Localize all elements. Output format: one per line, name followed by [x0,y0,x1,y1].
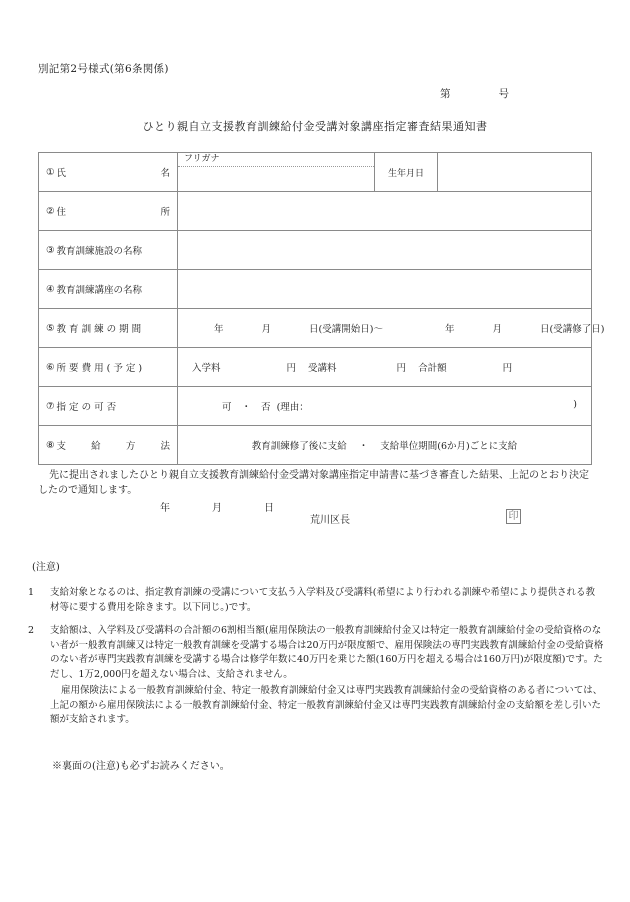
label-required-cost [39,348,178,387]
table-row-course-name [39,270,592,309]
payment-separator: ・ [358,441,369,452]
cost-line [186,360,583,374]
field-address[interactable] [178,192,592,231]
label-birthdate: 生年月日 [375,153,438,192]
label-payment-char-a: 支 [56,441,67,452]
decision-separator: ・ [241,402,252,413]
period-start-month: 月 [261,324,272,335]
row-marker-4: ④ [46,283,55,295]
label-address-char-a: 住 [56,207,67,218]
page-title: ひとり親自立支援教育訓練給付金受講対象講座指定審査結果通知書 [142,120,488,133]
payment-option-per-unit-period[interactable]: 支給単位期間(6か月)ごとに支給 [380,441,518,452]
field-name[interactable] [178,153,375,192]
document-number-prefix: 第 [440,88,451,100]
backside-notice: ※裏面の(注意)も必ずお読みください。 [52,761,230,772]
period-end-year: 年 [444,324,455,335]
field-birthdate[interactable] [438,153,592,192]
entrance-fee-label: 入学料 [192,363,221,374]
label-facility-name [39,231,178,270]
notes-heading: (注意) [32,562,60,573]
issue-date-year: 年 [160,503,170,514]
period-start-day: 日(受講開始日)～ [309,324,383,335]
furigana-area [178,153,374,167]
field-facility-name[interactable] [178,231,592,270]
document-number-line [440,86,509,101]
label-payment-char-b: 給 [91,441,101,452]
payment-option-after-completion[interactable]: 教育訓練修了後に支給 [251,441,347,452]
entrance-fee-yen: 円 [286,363,297,374]
label-payment-method [39,426,178,465]
table-row-payment-method [39,426,592,465]
note-item-2 [28,624,604,728]
label-name [39,153,178,192]
applicant-information-table [38,152,605,465]
signer-title: 荒川区長 [310,515,350,526]
seal-icon: 印 [506,509,521,524]
furigana-label: フリガナ [184,154,220,164]
row-marker-2: ② [46,205,55,217]
table-row-designation-decision [39,387,592,426]
total-amount-yen: 円 [502,363,513,374]
label-course-name [39,270,178,309]
table-row-facility-name [39,231,592,270]
document-number-suffix: 号 [498,88,509,100]
period-end-month: 月 [492,324,502,335]
field-designation-decision[interactable] [178,387,592,426]
row-marker-1: ① [46,166,55,178]
table-row-training-period [39,309,592,348]
label-required-cost-text: 所 要 費 用 ( 予 定 ) [56,363,143,374]
total-amount-label: 合計額 [418,363,447,374]
label-designation-decision-text: 指 定 の 可 否 [56,402,117,413]
label-name-char-b: 名 [160,168,170,179]
label-payment-char-d: 法 [160,441,170,452]
label-course-name-text: 教育訓練講座の名称 [56,285,143,296]
issue-date-day: 日 [264,503,274,514]
label-address-char-b: 所 [160,207,170,218]
row-marker-5: ⑤ [46,322,55,334]
form-number: 別記第2号様式(第6条関係) [38,63,169,75]
issue-date-line [160,499,274,514]
note-item-1 [28,586,604,615]
label-address [39,192,178,231]
decision-reason-label: (理由： [276,402,309,413]
field-course-name[interactable] [178,270,592,309]
decision-approve-option[interactable]: 可 [222,402,232,413]
label-payment-char-c: 方 [125,441,136,452]
note-1-number: 1 [28,587,35,598]
note-2-subtext: 雇用保険法による一般教育訓練給付金、特定一般教育訓練給付金又は専門実践教育訓練給付金の受給資格のある者については、上記の額から雇用保険法による一般教育訓練給付金、特定一般教育訓練給付金又は専門実践教育訓練給付金の支給額を差し引いた額が支給されます。 [50,685,603,725]
label-name-char-a: 氏 [56,168,67,179]
label-designation-decision [39,387,178,426]
payment-method-line [186,438,583,452]
row-marker-3: ③ [46,244,55,256]
note-2-text: 支給額は、入学料及び受講料の合計額の6割相当額(雇用保険法の一般教育訓練給付金又は特定一般教育訓練給付金の受給資格のない者が一般教育訓練又は特定一般教育訓練を受講する場合は20万円が限度額で、雇用保険法の専門実践教育訓練給付金の受給資格のない者が専門実践教育訓練を受講する場合は修学年数に40万円を乗じた額(160万円を超える場合は160万円)が限度額)です。ただし、1万2,000円を超えない場合は、支給されません。 [50,625,604,680]
note-2-number: 2 [28,625,35,636]
issue-date-month: 月 [212,503,222,514]
field-training-period[interactable] [178,309,605,348]
note-1-text: 支給対象となるのは、指定教育訓練の受講について支払う入学料及び受講料(希望により行われる訓練や希望により提供される教材等に要する費用を除きます。以下同じ。)です。 [50,587,596,613]
decision-reject-option[interactable]: 否 [261,402,271,413]
training-period-line [186,321,605,335]
field-required-cost[interactable] [178,348,592,387]
label-facility-name-text: 教育訓練施設の名称 [56,246,143,257]
field-payment-method[interactable] [178,426,592,465]
row-marker-7: ⑦ [46,400,55,412]
row-marker-6: ⑥ [46,361,55,373]
notification-paragraph: 先に提出されましたひとり親自立支援教育訓練給付金受講対象講座指定申請書に基づき審査した結果、上記のとおり決定したので通知します。 [38,470,589,496]
row-marker-8: ⑧ [46,439,55,451]
table-row-address [39,192,592,231]
decision-reason-paren-close: ) [573,399,577,410]
table-row-name [39,153,592,192]
decision-line [186,399,583,413]
table-row-required-cost [39,348,592,387]
label-training-period-text: 教 育 訓 練 の 期 間 [56,324,142,335]
tuition-fee-yen: 円 [396,363,407,374]
label-training-period [39,309,178,348]
tuition-fee-label: 受講料 [308,363,337,374]
period-start-year: 年 [214,324,224,335]
period-end-day: 日(受講修了日) [539,324,605,335]
